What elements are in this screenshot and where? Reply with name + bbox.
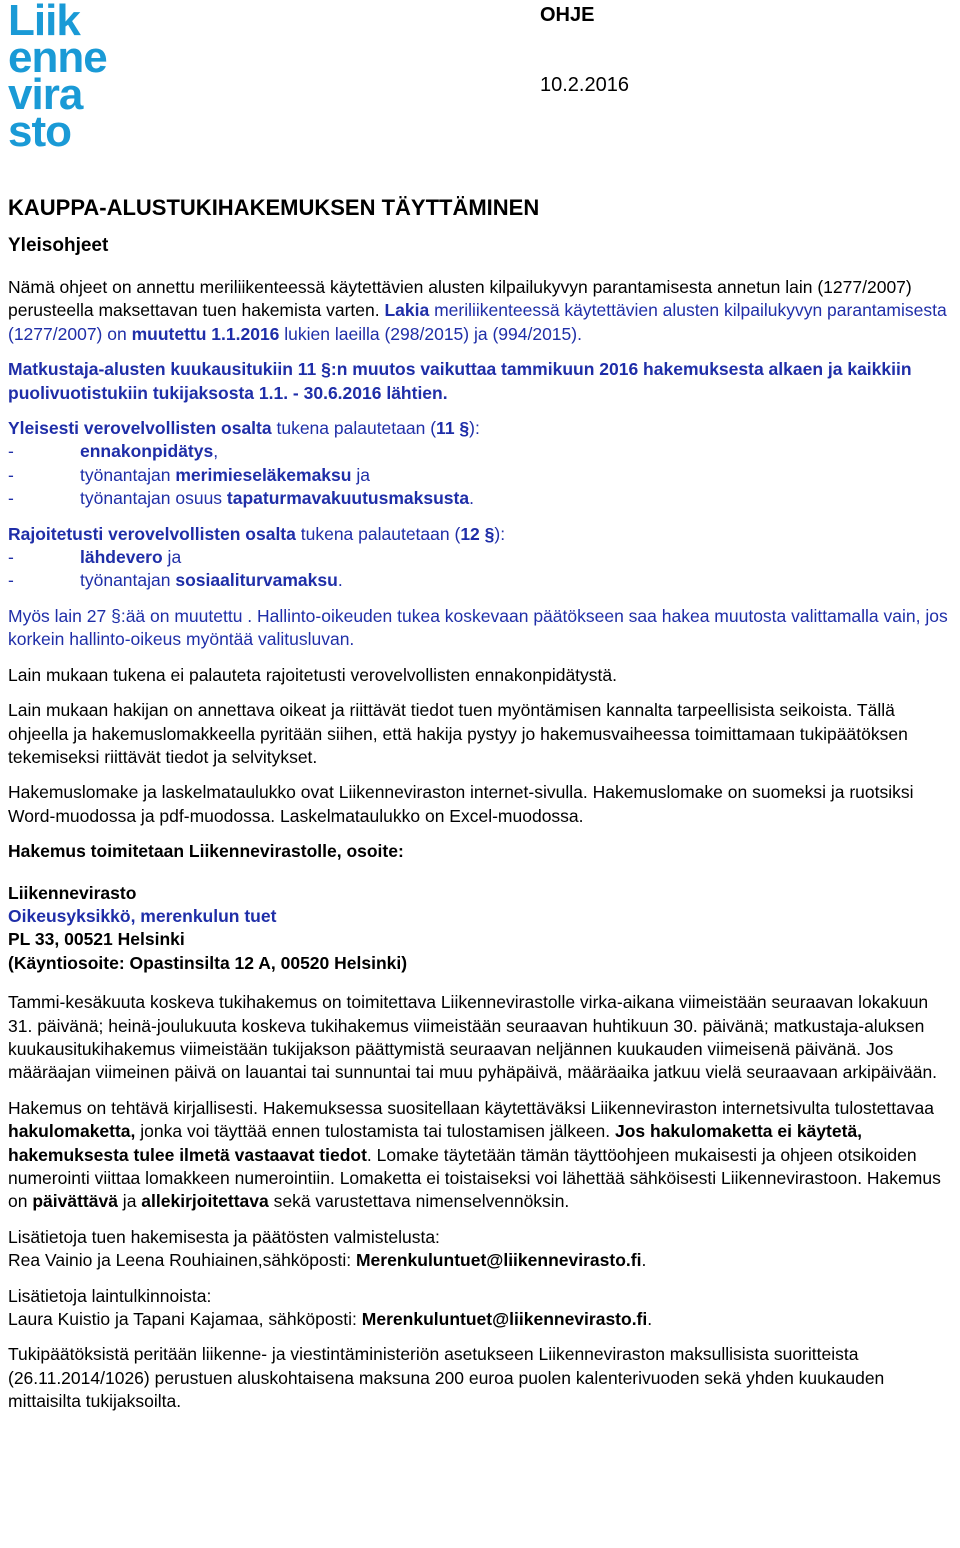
text-bold: hakulomaketta, [8,1121,136,1142]
logo-line: enne [8,33,107,82]
text-bold: allekirjoitettava [141,1191,269,1212]
item-bold: lähdevero [80,547,163,568]
section-heading: Yleisohjeet [8,235,109,256]
contact-line [8,1249,950,1272]
item-post: , [213,441,219,462]
text: ja [117,1191,142,1212]
list-item [8,440,950,463]
limited-taxpayers-paragraph [8,523,950,546]
amendment-text: lukien laeilla (298/2015) ja (994/2015). [279,323,582,344]
item-post: . [337,570,343,591]
dash: - [8,464,14,485]
general-taxpayers-paragraph [8,417,950,440]
contact-label: Lisätietoja laintulkinnoista: [8,1285,212,1306]
passenger-ship-note: Matkustaja-alusten kuukausitukiin 11 §:n muutos vaikuttaa tammikuun 2016 hakemuksesta alkaen ja kaikkiin puolivuotistukiin tukijaksosta 1.1. - 30.6.2016 lähtien. [8,359,912,403]
text-bold: päivättävä [32,1191,118,1212]
information-paragraph: Lain mukaan hakijan on annettava oikeat ja riittävät tiedot tuen myöntämisen kannalta tarpeellisista seikoista. Tällä ohjeella ja hakemuslomakkeella pyritään siihen, että hakija pystyy jo hakemusvaiheessa toimittamaan tukipäätöksen tekemiseksi riittävät tiedot ja selvitykset. [8,700,908,767]
section-ref: 11 § [436,418,470,439]
contact-label: Lisätietoja tuen hakemisesta ja päätösten valmistelusta: [8,1226,440,1247]
dash: - [8,441,14,462]
document-type: OHJE [540,4,595,26]
item-post: ja [351,464,370,485]
written-application-paragraph [8,1097,950,1214]
withholding-paragraph: Lain mukaan tukena ei palauteta rajoitetusti verovelvollisten ennakonpidätystä. [8,664,617,685]
text-bold: Jos hakulomaketta ei käytetä, hakemuksesta tulee ilmetä vastaavat tiedot [8,1121,863,1165]
contact-names: Laura Kuistio ja Tapani Kajamaa, sähköposti: [8,1309,362,1330]
appeal-paragraph: Myös lain 27 §:ää on muutettu . Hallinto-oikeuden tukea koskevaan päätökseen saa hakea muutosta valittamalla vain, jos korkein hallinto-oikeus myöntää valitusluvan. [8,605,948,650]
address-line: Liikennevirasto [8,882,137,903]
logo-line: Liik [8,0,80,45]
item-bold: sosiaaliturvamaksu [175,570,338,591]
item-bold: ennakonpidätys [80,441,214,462]
contact-line [8,1308,950,1331]
limited-taxpayers-label: Rajoitetusti verovelvollisten osalta [8,523,296,544]
general-refund-list [8,440,950,510]
address-line: (Käyntiosoite: Opastinsilta 12 A, 00520 Helsinki) [8,952,408,973]
intro-text: Nämä ohjeet on annettu meriliikenteessä käytettävien alusten kilpailukyvyn parantamisesta annetun lain (1277/2007) perusteella maksettavan tuen hakemista varten. [8,277,912,321]
item-bold: merimieseläkemaksu [175,464,352,485]
logo-line: vira [8,70,83,119]
section-ref: 12 § [460,523,495,544]
item-pre: työnantajan osuus [80,488,227,509]
punct: ): [469,418,480,439]
logo-line: sto [8,107,71,156]
fee-paragraph: Tukipäätöksistä peritään liikenne- ja viestintäministeriön asetukseen Liikenneviraston maksullisista suoritteista (26.11.2014/1026) perustuen aluskohtaisena maksuna 200 euroa puolen kalenterivuoden sekä yhden kuukauden mittaisilta tukijaksoilta. [8,1344,885,1412]
email-link[interactable]: Merenkuluntuet@liikennevirasto.fi [361,1309,648,1330]
forms-paragraph: Hakemuslomake ja laskelmataulukko ovat Liikenneviraston internet-sivulla. Hakemuslomake on suomeksi ja ruotsiksi Word-muodossa ja pdf-muodossa. Laskelmataulukko on Excel-muodossa. [8,782,914,826]
text: Hakemus on tehtävä kirjallisesti. Hakemuksessa suositellaan käytettäväksi Liikenneviraston internetsivulta tulostettavaa [8,1097,935,1118]
list-item [8,546,950,569]
law-ref-text: meriliikenteessä käytettävien alusten kilpailukyvyn parantamisesta (1277/2007) on [8,300,947,344]
item-post: ja [162,547,182,568]
punct: . [647,1309,653,1330]
address-line: Oikeusyksikkö, merenkulun tuet [8,905,277,926]
liikennevirasto-logo [8,0,148,156]
text: . Lomake täytetään tämän täyttöohjeen mukaisesti ja ohjeen otsikoiden numerointi viittaa lomakkeen numerointiin. Lomaketta ei toistaiseksi voi lähettää sähköisesti Liikennevirastoon. Hakemus on [8,1144,941,1212]
deadline-paragraph: Tammi-kesäkuuta koskeva tukihakemus on toimitettava Liikennevirastolle virka-aikana viimeistään seuraavan lokakuun 31. päivänä; heinä-joulukuuta koskeva tukihakemus viimeistään seuraavan huhtikuun 30. päivänä; matkustaja-aluksen kuukausitukihakemus viimeistään tukijakson päättymistä seuraavan neljännen kuukauden viimeisenä päivänä. Jos määräajan viimeinen päivä on lauantai tai sunnuntai tai muu pyhäpäivä, määräaika jatkuu vielä seuraavaan arkipäivään. [8,992,938,1083]
list-item [8,487,950,510]
contact-names: Rea Vainio ja Leena Rouhiainen,sähköposti: [8,1250,356,1271]
punct: ): [494,523,506,544]
text: jonka voi täyttää ennen tulostamista tai tulostamisen jälkeen. [135,1121,615,1142]
amendment-date: muutettu 1.1.2016 [131,323,280,344]
document-date: 10.2.2016 [540,74,629,96]
general-taxpayers-text: tukena palautetaan ( [271,418,437,439]
text: sekä varustettava nimenselvennöksin. [268,1191,570,1212]
item-bold: tapaturmavakuutusmaksusta [226,488,470,509]
intro-paragraph [8,276,950,346]
law-ref: Lakia [384,300,430,321]
item-pre: työnantajan [80,464,176,485]
limited-taxpayers-text: tukena palautetaan ( [295,523,461,544]
dash: - [8,547,14,568]
general-taxpayers-label: Yleisesti verovelvollisten osalta [8,418,272,439]
document-body [8,194,950,1414]
item-post: . [469,488,474,509]
dash: - [8,570,14,591]
postal-address [8,882,950,976]
address-line: PL 33, 00521 Helsinki [8,929,185,950]
submission-heading: Hakemus toimitetaan Liikennevirastolle, osoite: [8,841,404,862]
list-item [8,569,950,592]
limited-refund-list [8,546,950,593]
dash: - [8,488,14,509]
punct: . [641,1250,647,1271]
email-link[interactable]: Merenkuluntuet@liikennevirasto.fi [355,1250,642,1271]
list-item [8,464,950,487]
page-title: KAUPPA-ALUSTUKIHAKEMUKSEN TÄYTTÄMINEN [8,195,540,220]
item-pre: työnantajan [80,570,176,591]
